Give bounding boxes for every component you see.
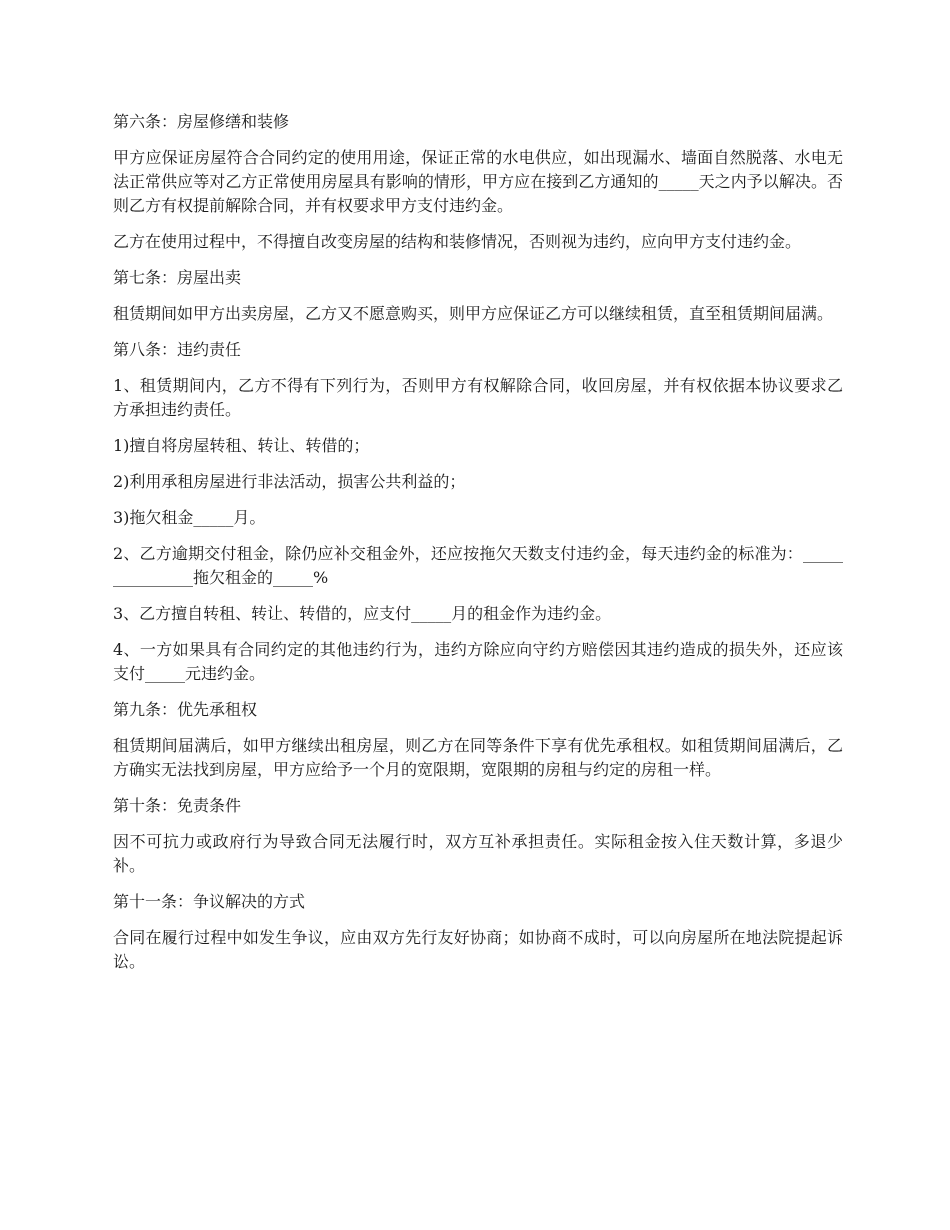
document-page [113,110,843,986]
article-11-heading: 第十一条：争议解决的方式 [113,892,306,911]
article-10-paragraph: 因不可抗力或政府行为导致合同无法履行时，双方互补承担责任。实际租金按入住天数计算，多退少补。 [113,832,843,875]
article-7-heading: 第七条：房屋出卖 [113,268,242,287]
article-11-paragraph: 合同在履行过程中如发生争议，应由双方先行友好协商；如协商不成时，可以向房屋所在地法院提起诉讼。 [113,928,843,971]
article-8-clause-2: 2、乙方逾期交付租金，除仍应补交租金外，还应按拖欠天数支付违约金，每天违约金的标准为：_______________拖欠租金的_____% [113,544,843,587]
article-10-heading: 第十条：免责条件 [113,796,242,815]
article-6-heading: 第六条：房屋修缮和装修 [113,112,290,131]
article-6-paragraph-1: 甲方应保证房屋符合合同约定的使用用途，保证正常的水电供应，如出现漏水、墙面自然脱落、水电无法正常供应等对乙方正常使用房屋具有影响的情形，甲方应在接到乙方通知的_____天之内予以解决。否则乙方有权提前解除合同，并有权要求甲方支付违约金。 [113,148,843,215]
article-8-item-3: 3)拖欠租金_____月。 [113,508,266,527]
article-9-paragraph: 租赁期间届满后，如甲方继续出租房屋，则乙方在同等条件下享有优先承租权。如租赁期间届满后，乙方确实无法找到房屋，甲方应给予一个月的宽限期，宽限期的房租与约定的房租一样。 [113,736,843,779]
article-8-heading: 第八条：违约责任 [113,340,242,359]
article-7-paragraph: 租赁期间如甲方出卖房屋，乙方又不愿意购买，则甲方应保证乙方可以继续租赁，直至租赁期间届满。 [113,304,834,323]
article-8-item-2: 2)利用承租房屋进行非法活动，损害公共利益的； [113,472,466,491]
article-8-item-1: 1)擅自将房屋转租、转让、转借的； [113,436,370,455]
article-8-clause-1: 1、租赁期间内，乙方不得有下列行为，否则甲方有权解除合同，收回房屋，并有权依据本协议要求乙方承担违约责任。 [113,376,843,419]
article-9-heading: 第九条：优先承租权 [113,700,258,719]
article-8-clause-3: 3、乙方擅自转租、转让、转借的，应支付_____月的租金作为违约金。 [113,604,612,623]
article-8-clause-4: 4、一方如果具有合同约定的其他违约行为，违约方除应向守约方赔偿因其违约造成的损失外，还应该支付_____元违约金。 [113,640,843,683]
article-6-paragraph-2: 乙方在使用过程中，不得擅自改变房屋的结构和装修情况，否则视为违约，应向甲方支付违约金。 [113,232,802,251]
